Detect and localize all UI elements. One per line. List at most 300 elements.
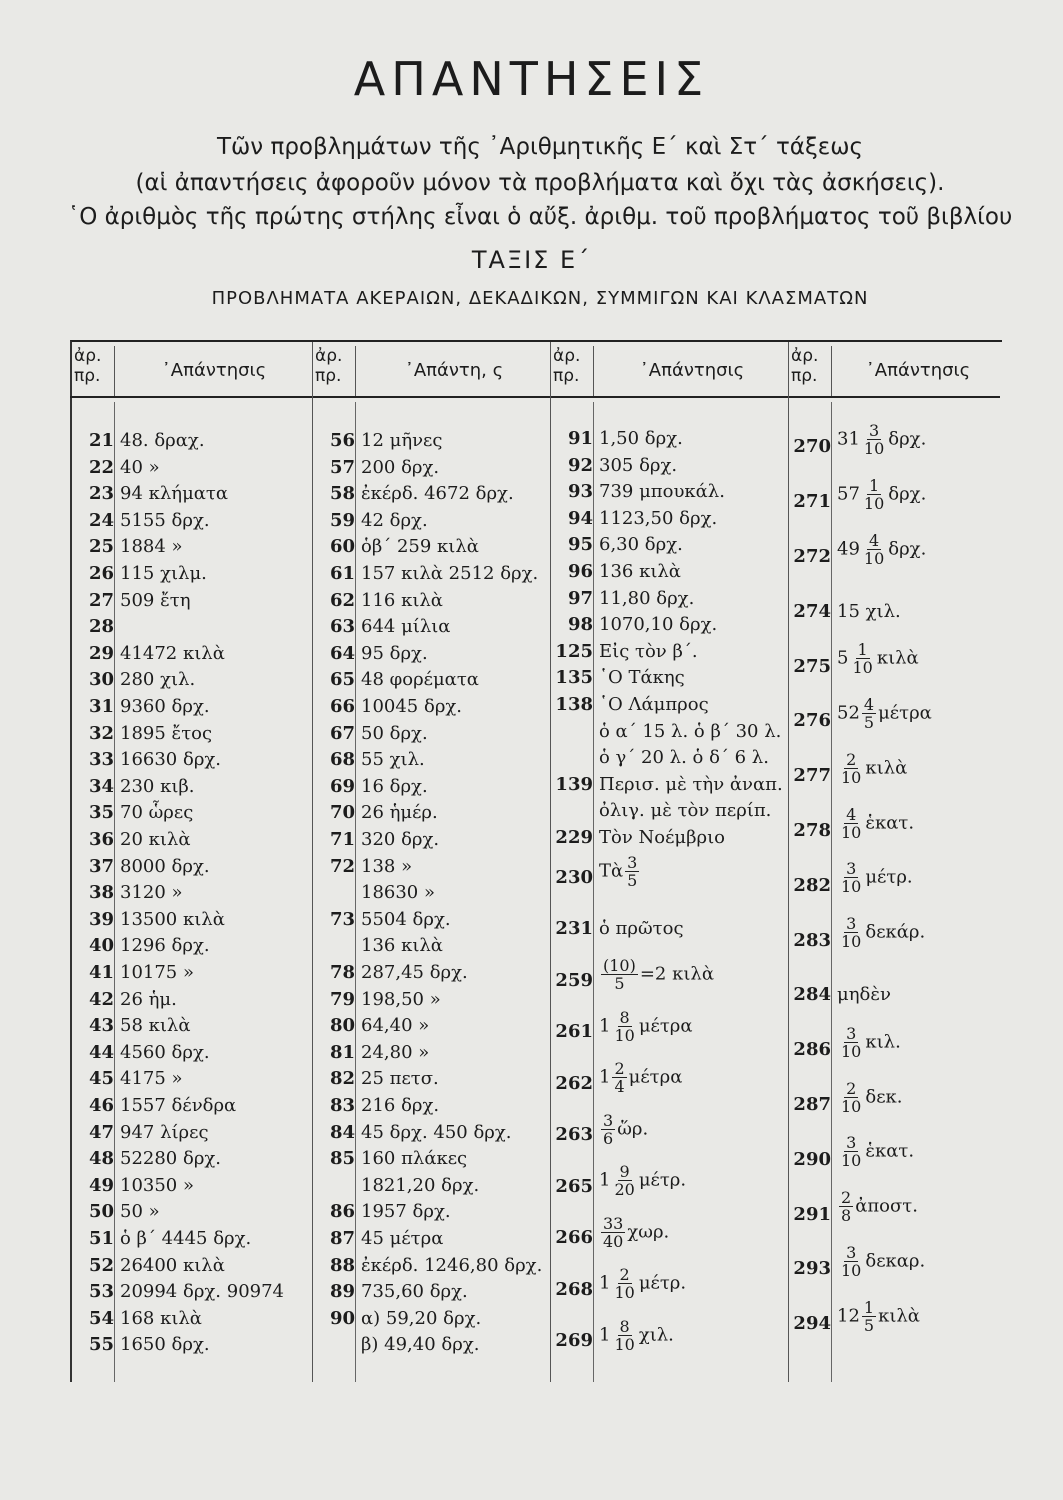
table-row <box>72 1306 310 1332</box>
table-row <box>72 694 310 720</box>
problem-number: 37 <box>88 855 114 877</box>
table-row <box>789 586 1001 639</box>
answer-text: 18630 » <box>361 882 435 904</box>
answer-prefix: 5 <box>837 647 849 669</box>
answer-header: ᾿Απάντησις <box>639 360 745 381</box>
answer-text: 16630 δρχ. <box>120 749 222 771</box>
table-row <box>551 772 787 798</box>
table-row <box>551 586 787 612</box>
answer-suffix: δεκαρ. <box>865 1250 926 1272</box>
answer-text: 136 κιλὰ <box>361 935 443 957</box>
class-title: ΤΑΞΙΣ Ε΄ <box>471 246 592 274</box>
table-row <box>313 880 549 906</box>
table-row <box>72 774 310 800</box>
problem-number: 89 <box>329 1281 355 1303</box>
problem-number: 291 <box>793 1203 831 1225</box>
table-row <box>789 1244 1001 1297</box>
table-row <box>72 614 310 640</box>
problem-number-header: ἀρ. πρ. <box>74 346 115 396</box>
problem-number: 72 <box>329 855 355 877</box>
problem-number: 88 <box>329 1254 355 1276</box>
table-row <box>72 1253 310 1279</box>
table-row <box>72 987 310 1013</box>
table-row <box>789 751 1001 804</box>
table-row <box>313 641 549 667</box>
problem-number: 69 <box>329 775 355 797</box>
table-row <box>789 1299 1001 1352</box>
fraction-denominator: 20 <box>614 1180 635 1199</box>
fraction <box>862 477 886 512</box>
fraction <box>839 915 863 950</box>
table-row <box>313 1332 549 1358</box>
problem-number: 276 <box>793 710 831 732</box>
problem-number: 84 <box>329 1121 355 1143</box>
fraction <box>601 1215 625 1250</box>
table-row <box>72 1066 310 1092</box>
problem-number: 45 <box>88 1068 114 1090</box>
answer-text: 216 δρχ. <box>361 1095 440 1116</box>
problem-number: 35 <box>88 802 114 824</box>
fraction-numerator: 2 <box>841 1188 852 1208</box>
table-row <box>313 1013 549 1039</box>
fraction-numerator: 8 <box>619 1007 630 1027</box>
table-row <box>313 800 549 826</box>
answer-header: ᾿Απάντησις <box>865 360 971 381</box>
table-row <box>313 1120 549 1146</box>
table-row <box>313 721 549 747</box>
problem-number: 231 <box>555 918 593 940</box>
problem-number: 44 <box>88 1041 114 1063</box>
table-row <box>551 532 787 558</box>
table-row <box>72 827 310 853</box>
problem-number: 278 <box>793 819 831 841</box>
table-row <box>72 588 310 614</box>
problem-number: 54 <box>88 1307 114 1329</box>
fraction <box>612 1266 636 1301</box>
fraction-denominator: 40 <box>603 1231 624 1251</box>
fraction-numerator: 3 <box>627 853 638 872</box>
answer-suffix: ἑκατ. <box>865 1140 915 1162</box>
answer-suffix: κιλ. <box>865 1031 901 1053</box>
fraction-numerator: 2 <box>614 1059 625 1078</box>
answer-text: 138 » <box>361 855 413 877</box>
answer-text: ὁβ΄ 259 κιλὰ <box>361 536 479 558</box>
answer-text <box>837 477 926 512</box>
table-row <box>72 1013 310 1039</box>
fraction-denominator: 5 <box>863 713 875 732</box>
answer-suffix: ὥρ. <box>617 1118 649 1139</box>
problem-number: 29 <box>88 642 114 664</box>
table-row <box>789 806 1001 859</box>
problem-number: 90 <box>329 1307 355 1329</box>
table-row <box>313 694 549 720</box>
fraction-denominator: 10 <box>841 1041 862 1061</box>
problem-number: 28 <box>88 616 114 638</box>
problem-number: 266 <box>555 1227 593 1249</box>
table-row <box>72 1146 310 1172</box>
fraction-denominator: 10 <box>614 1283 635 1302</box>
table-row <box>313 1253 549 1279</box>
problem-number: 293 <box>793 1258 831 1280</box>
problem-number: 272 <box>793 545 831 567</box>
answer-text: 26 ἡμ. <box>120 988 177 1010</box>
table-row <box>72 800 310 826</box>
fraction-numerator: 3 <box>846 1133 857 1153</box>
problem-number: 92 <box>567 454 593 476</box>
problem-number: 58 <box>329 483 355 505</box>
table-row <box>551 639 787 665</box>
table-row <box>313 960 549 986</box>
table-row <box>72 481 310 507</box>
fraction-denominator: 10 <box>841 1096 862 1116</box>
answer-text: 94 κλήματα <box>120 483 229 505</box>
fraction-denominator: 10 <box>863 548 885 568</box>
answer-text: 64,40 » <box>361 1015 430 1037</box>
answer-text <box>837 1134 914 1169</box>
answer-text: α) 59,20 δρχ. <box>361 1307 482 1329</box>
table-row <box>313 747 549 773</box>
fraction-numerator: 8 <box>619 1316 630 1336</box>
problem-number: 46 <box>88 1095 114 1116</box>
answer-text: 230 κιβ. <box>120 775 195 797</box>
answer-text: Τὸν Νοέμβριο <box>599 827 725 848</box>
problem-number: 43 <box>88 1015 114 1037</box>
table-row <box>72 1120 310 1146</box>
fraction-denominator: 10 <box>863 493 885 513</box>
answer-text <box>599 1009 693 1044</box>
problem-number: 70 <box>329 802 355 824</box>
problem-number: 290 <box>793 1148 831 1170</box>
answer-text: 160 πλάκες <box>361 1148 468 1170</box>
table-row <box>313 588 549 614</box>
answer-text: 48. δραχ. <box>120 430 205 451</box>
answer-suffix: χωρ. <box>627 1221 670 1242</box>
table-row <box>72 508 310 534</box>
table-row <box>313 534 549 560</box>
problem-number: 82 <box>329 1068 355 1090</box>
answer-text <box>599 854 641 889</box>
answer-text <box>599 1318 674 1353</box>
answer-text: 3120 » <box>120 882 183 904</box>
column-header <box>789 342 1001 396</box>
column-header <box>72 342 310 396</box>
answer-text: 4175 » <box>120 1068 183 1090</box>
answers-column-2 <box>312 342 549 1382</box>
answer-text: 50 » <box>120 1201 160 1223</box>
answer-text: β) 49,40 δρχ. <box>361 1334 480 1356</box>
answer-text: Εἰς τὸν β΄. <box>599 640 698 662</box>
answer-prefix: 31 <box>837 428 860 450</box>
answer-text: 4560 δρχ. <box>120 1041 210 1063</box>
table-row <box>72 960 310 986</box>
answer-suffix: ἑκατ. <box>865 812 915 834</box>
fraction-numerator: 2 <box>619 1265 630 1284</box>
answer-prefix: 1 <box>599 1169 611 1191</box>
fraction-denominator: 10 <box>614 1025 635 1045</box>
fraction <box>839 1189 853 1224</box>
answer-text: 26 ἡμέρ. <box>361 802 438 824</box>
table-row <box>313 774 549 800</box>
answer-header: ᾿Απάντη, ς <box>404 360 504 381</box>
table-row <box>551 1318 787 1368</box>
problem-number: 86 <box>329 1201 355 1223</box>
answer-text: 198,50 » <box>361 988 441 1010</box>
answer-text: ὀλιγ. μὲ τὸν περίπ. <box>599 800 772 822</box>
table-row <box>551 1163 787 1213</box>
problem-number: 98 <box>567 614 593 636</box>
answer-text: 50 δρχ. <box>361 722 428 744</box>
fraction-denominator: 8 <box>841 1206 852 1226</box>
table-row <box>313 827 549 853</box>
table-row <box>551 1215 787 1265</box>
table-row <box>313 907 549 933</box>
answer-text <box>837 1025 901 1060</box>
answer-prefix: 57 <box>837 483 860 505</box>
problem-number: 80 <box>329 1015 355 1037</box>
answer-prefix: 1 <box>599 1324 611 1345</box>
problem-number: 39 <box>88 908 114 930</box>
fraction-numerator: 3 <box>846 914 857 934</box>
fraction-denominator: 6 <box>603 1128 614 1148</box>
problem-number: 47 <box>88 1121 114 1143</box>
table-row <box>72 1173 310 1199</box>
fraction-denominator: 10 <box>614 1334 635 1354</box>
answer-prefix: 52 <box>837 702 860 724</box>
fraction-numerator: 4 <box>863 695 875 714</box>
table-row <box>72 641 310 667</box>
answer-text: 6,30 δρχ. <box>599 534 683 556</box>
answer-suffix: δρχ. <box>888 538 927 560</box>
problem-number: 38 <box>88 882 114 904</box>
problem-number: 97 <box>567 587 593 609</box>
problem-number: 71 <box>329 829 355 850</box>
answer-prefix: 1 <box>599 1066 611 1088</box>
problem-number: 56 <box>329 430 355 451</box>
answer-suffix: μέτρα <box>628 1066 683 1088</box>
answer-prefix: ὁ πρῶτος <box>599 918 684 940</box>
table-row <box>313 987 549 1013</box>
table-row <box>551 612 787 638</box>
answer-text <box>837 860 913 895</box>
fraction <box>601 1112 615 1147</box>
fraction <box>839 751 863 786</box>
answer-text: 10175 » <box>120 962 194 983</box>
table-row <box>313 667 549 693</box>
answer-text: 136 κιλὰ <box>599 561 681 582</box>
problem-number: 138 <box>555 694 593 715</box>
answer-text: 58 κιλὰ <box>120 1015 191 1037</box>
problem-number-header: ἀρ. πρ. <box>791 346 832 396</box>
answer-text: 1070,10 δρχ. <box>599 614 718 636</box>
answer-suffix: δρχ. <box>888 428 927 450</box>
answer-text <box>837 1299 920 1334</box>
answer-text <box>837 1080 903 1115</box>
problem-number: 34 <box>88 775 114 797</box>
answer-text: 644 μίλια <box>361 616 451 638</box>
fraction-denominator: 5 <box>627 871 638 890</box>
problem-number: 66 <box>329 696 355 717</box>
table-row <box>789 532 1001 585</box>
answer-text: 9360 δρχ. <box>120 696 210 717</box>
answer-text: ῾Ο Τάκης <box>599 667 685 689</box>
answer-text: 25 πετσ. <box>361 1068 439 1090</box>
answer-text <box>599 918 684 939</box>
answer-text <box>837 601 901 622</box>
table-row <box>72 1199 310 1225</box>
table-row <box>551 854 787 904</box>
problem-number: 259 <box>555 969 593 991</box>
answer-text: ὁ α΄ 15 λ. ὁ β΄ 30 λ. <box>599 720 782 742</box>
table-row <box>313 455 549 481</box>
fraction <box>612 1318 636 1353</box>
table-row <box>72 747 310 773</box>
fraction <box>862 696 876 731</box>
answer-text <box>599 1266 686 1301</box>
answers-column-1 <box>72 342 310 1382</box>
answer-text: 200 δρχ. <box>361 456 440 478</box>
problem-number: 125 <box>555 640 593 662</box>
answer-text: 305 δρχ. <box>599 454 678 476</box>
table-row <box>789 696 1001 749</box>
answer-text: 115 χιλμ. <box>120 563 207 584</box>
answer-text <box>837 984 891 1005</box>
problem-number: 22 <box>88 456 114 478</box>
header-line-3: ῾Ο ἀριθμὸς τῆς πρώτης στήλης εἶναι ὁ αὔξ. ἀριθμ. τοῦ προβλήματος τοῦ βιβλίου <box>67 204 1013 230</box>
answer-suffix: κιλὰ <box>865 757 908 779</box>
problem-number: 135 <box>555 667 593 689</box>
answer-text: 287,45 δρχ. <box>361 962 468 983</box>
problem-number: 263 <box>555 1124 593 1146</box>
fraction-denominator: 10 <box>863 439 885 458</box>
answer-prefix: 15 χιλ. <box>837 600 901 622</box>
table-row <box>313 481 549 507</box>
answer-suffix: χιλ. <box>638 1324 674 1345</box>
fraction <box>601 957 638 992</box>
fraction <box>839 1025 863 1060</box>
answer-text: ἐκέρδ. 1246,80 δρχ. <box>361 1254 543 1276</box>
problem-number: 283 <box>793 929 831 951</box>
table-row <box>551 825 787 851</box>
fraction <box>839 1244 863 1279</box>
problem-number: 25 <box>88 536 114 558</box>
fraction-numerator: 3 <box>868 421 880 440</box>
problem-number: 275 <box>793 655 831 677</box>
answer-text: 1123,50 δρχ. <box>599 507 718 529</box>
table-row <box>551 798 787 824</box>
problem-number: 55 <box>88 1334 114 1356</box>
problem-number: 93 <box>567 481 593 503</box>
table-row <box>313 508 549 534</box>
problem-number: 294 <box>793 1313 831 1335</box>
answer-text <box>599 1060 682 1095</box>
problem-number: 274 <box>793 600 831 622</box>
problem-number: 78 <box>329 962 355 983</box>
answer-header: ᾿Απάντησις <box>161 360 267 381</box>
fraction <box>850 641 874 676</box>
problem-number: 94 <box>567 507 593 529</box>
problem-number: 32 <box>88 722 114 744</box>
problem-number: 269 <box>555 1330 593 1352</box>
problem-number: 79 <box>329 988 355 1010</box>
answer-text: 55 χιλ. <box>361 749 425 771</box>
fraction-numerator: (10) <box>603 956 636 975</box>
answer-suffix: ἀποστ. <box>855 1195 918 1217</box>
answer-prefix: 1 <box>599 1015 611 1036</box>
answer-text: 280 χιλ. <box>120 669 196 691</box>
fraction <box>862 532 886 567</box>
fraction-denominator: 10 <box>841 877 862 897</box>
answer-prefix: 12 <box>837 1305 860 1327</box>
answer-suffix: δρχ. <box>888 483 927 505</box>
problem-number: 50 <box>88 1201 114 1223</box>
table-row <box>72 534 310 560</box>
answer-text: 1650 δρχ. <box>120 1334 210 1356</box>
column-header <box>551 342 787 396</box>
table-row <box>789 641 1001 694</box>
table-row <box>551 665 787 691</box>
answer-prefix: Τὰ <box>599 860 624 882</box>
problem-number: 268 <box>555 1278 593 1300</box>
answer-text: 70 ὧρες <box>120 802 194 824</box>
problem-number: 229 <box>555 827 593 848</box>
problem-number: 26 <box>88 563 114 584</box>
answer-text: 40 » <box>120 456 160 478</box>
table-row <box>551 1009 787 1059</box>
table-row <box>789 422 1001 475</box>
answer-text: ῾Ο Λάμπρος <box>599 694 709 715</box>
table-row <box>313 1066 549 1092</box>
problem-number: 282 <box>793 874 831 896</box>
answer-text <box>837 915 925 950</box>
table-row <box>72 1279 310 1305</box>
table-row <box>72 1332 310 1358</box>
answer-text <box>837 1244 925 1279</box>
answer-text: 1296 δρχ. <box>120 935 210 957</box>
answer-suffix: μέτρ. <box>638 1272 687 1294</box>
problem-number: 262 <box>555 1072 593 1094</box>
table-row <box>313 854 549 880</box>
problem-number: 284 <box>793 984 831 1006</box>
answer-suffix: κιλὰ <box>876 647 919 669</box>
answer-suffix: δεκάρ. <box>865 921 926 943</box>
table-row <box>551 1060 787 1110</box>
fraction-denominator: 10 <box>841 1151 862 1171</box>
answer-prefix: 49 <box>837 538 860 560</box>
answer-text: 157 κιλὰ 2512 δρχ. <box>361 563 539 584</box>
problem-number: 230 <box>555 866 593 888</box>
table-row <box>72 854 310 880</box>
problem-number: 65 <box>329 669 355 691</box>
problem-number: 23 <box>88 483 114 505</box>
answer-text: 5504 δρχ. <box>361 908 451 930</box>
answer-text: ὁ γ΄ 20 λ. ὁ δ΄ 6 λ. <box>599 747 769 769</box>
table-row <box>789 1134 1001 1187</box>
answer-prefix: μηδὲν <box>837 984 891 1006</box>
problem-number: 21 <box>88 430 114 451</box>
answer-text <box>599 1112 648 1147</box>
answer-text: 1895 ἔτος <box>120 722 213 744</box>
answer-prefix: 1 <box>599 1272 611 1294</box>
problem-number: 24 <box>88 509 114 531</box>
table-row <box>789 477 1001 530</box>
fraction-numerator: 4 <box>868 530 880 550</box>
fraction-numerator: 33 <box>603 1213 624 1233</box>
answer-text: Περισ. μὲ τὴν ἀναπ. <box>599 773 783 795</box>
table-row <box>551 692 787 718</box>
table-row <box>313 1226 549 1252</box>
table-row <box>72 880 310 906</box>
problem-number: 49 <box>88 1174 114 1196</box>
